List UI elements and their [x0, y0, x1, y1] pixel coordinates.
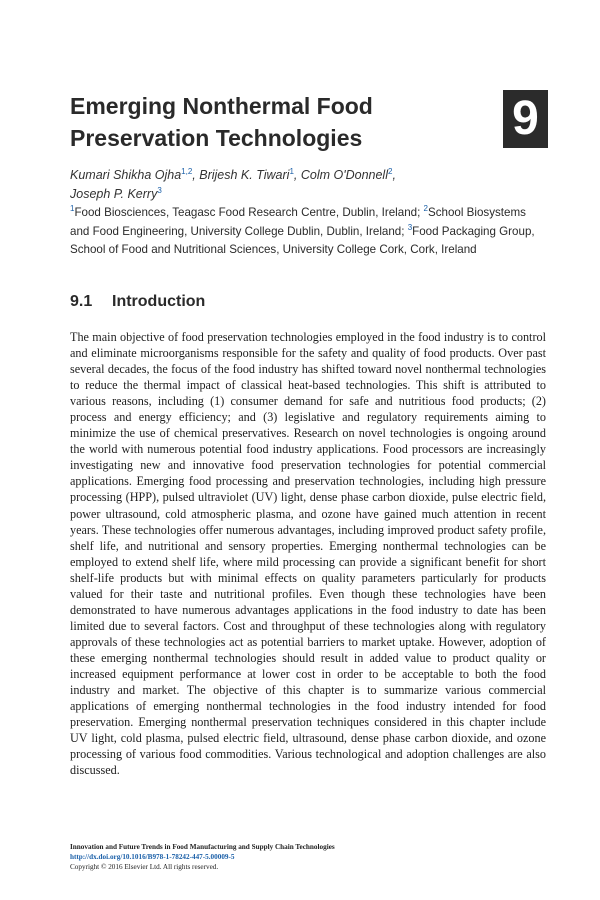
chapter-number-badge: 9 — [503, 90, 548, 148]
section-number: 9.1 — [70, 293, 93, 310]
affiliation-marker: 2 — [423, 204, 428, 214]
affiliation-marker: 1 — [70, 204, 75, 214]
doi-link[interactable]: http://dx.doi.org/10.1016/B978-1-78242-447-5.00009-5 — [70, 853, 235, 861]
author: Kumari Shikha Ojha$^{1,2}$, — [70, 166, 200, 182]
author-affiliation-ref[interactable]: 1,2 — [181, 166, 193, 176]
affiliation-text: School Biosystems and Food Engineering, University College Dublin, Dublin, Ireland; — [70, 206, 526, 238]
author-list — [70, 166, 530, 204]
copyright-notice: Copyright © 2016 Elsevier Ltd. All rights reserved. — [70, 863, 219, 871]
affiliation-marker: 3 — [407, 222, 413, 232]
author: Brijesh K. Tiwari$^1$, — [199, 166, 301, 182]
author: Colm O'Donnell$^2$, — [300, 166, 396, 182]
affiliation-list — [70, 204, 548, 260]
section-heading — [70, 291, 530, 313]
author-affiliation-ref[interactable]: 1 — [289, 166, 294, 176]
affiliation-text: Food Packaging Group, School of Food and Nutritional Sciences, University College Cork, Cork, Ireland — [70, 224, 535, 256]
chapter-title: Emerging Nonthermal Food Preservation Technologies — [70, 93, 373, 151]
page-footer — [70, 842, 546, 872]
author-affiliation-ref[interactable]: 2 — [387, 166, 393, 176]
section-title: Introduction — [112, 293, 206, 310]
book-title: Innovation and Future Trends in Food Manufacturing and Supply Chain Technologies — [70, 843, 335, 851]
author-affiliation-ref[interactable]: 3 — [157, 185, 162, 195]
affiliation-text: Food Biosciences, Teagasc Food Research Centre, Dublin, Ireland; — [74, 206, 424, 219]
body-paragraph: The main objective of food preservation technologies employed in the food industry is to control and eliminate microorganisms responsible for the safety and quality of food products. Over past several decades, the focus of the food industry has shifted toward novel nonthermal technologies to reduce the thermal impact of classical heat-based technologies. This shift is attributed to various reasons, including (1) consumer demand for safe and nutritious food products; (2) process and energy efficiency; and (3) legislative and regulatory requirements aiming to minimize the use of chemical preservatives. Research on novel technologies is ongoing around the world with numerous potential food industry applications. Food processors are increasingly investigating new and innovative food preservation technologies for potential commercial applications. Emerging food processing and preservation technologies, including high pressure processing (HPP), pulsed ultraviolet (UV) light, dense phase carbon dioxide, pulse electric field, power ultrasound, cold atmospheric plasma, and ozone have gained much attention in recent years. These technologies offer numerous advantages, including improved product safety profile, shelf life, and nutritional and sensory properties. Emerging nonthermal technologies can be employed to extend shelf life, where mild processing can provide a significant benefit for short shelf-life products but with minimal effects on quality parameters particularly for products valued for their taste and nutritional profiles. Even though these technologies have been demonstrated to have numerous advantages applications in the food industry to date has been limited due to several factors. Cost and throughput of these technologies along with regulatory approvals of these technologies act as potential barriers to market uptake. However, adoption of these emerging nonthermal technologies should result in added value to product quality or increased equipment performance at lower cost in order to be acceptable to both the food industry and market. The objective of this chapter is to summarize various commercial applications of emerging nonthermal technologies in the food industry intended for food preservation. Emerging nonthermal preservation techniques considered in this chapter include UV light, cold plasma, pulsed electric field, ultrasound, dense phase carbon dioxide, and ozone processing of various food commodities. Various technological and adoption challenges are also discussed. — [70, 330, 546, 778]
author: Joseph P. Kerry$^3$ — [70, 185, 162, 201]
